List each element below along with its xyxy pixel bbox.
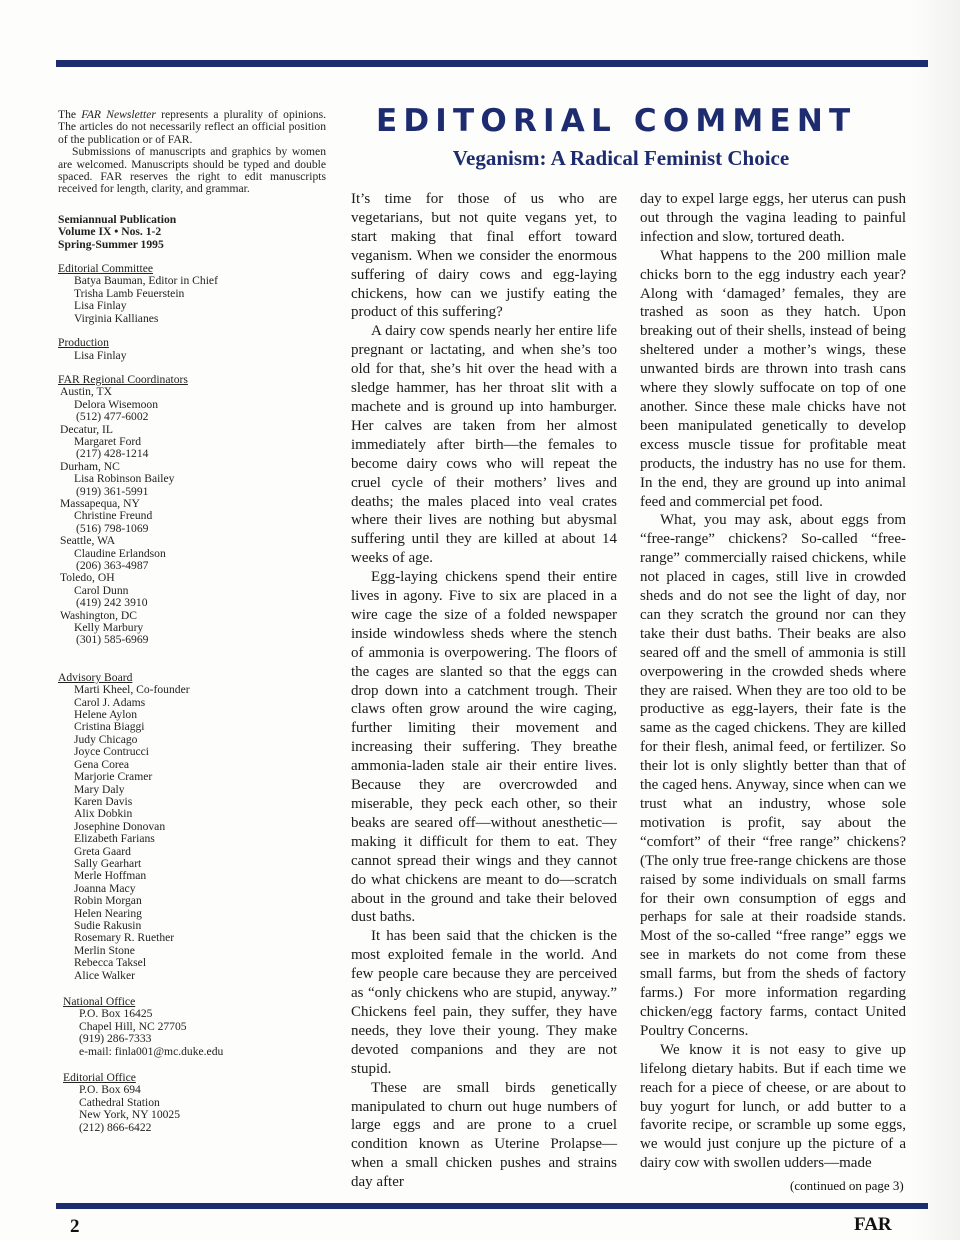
address-line: e-mail: finla001@mc.duke.edu <box>79 1044 224 1058</box>
member-list <box>58 350 326 362</box>
coordinator-city: Toledo, OH <box>60 571 115 585</box>
article-paragraph: Egg-laying chickens spend their entire lives in agony. Five to six are placed in a wire cage the size of a folded newspaper inside windowless sheds where the stench of ammonia is overpowering. The floors of the cages are slanted so that the eggs can drop down into a catchment trough. Their claws often grow around the wire caging, further limiting their movement and increasing their suffering. They breathe ammonia-laden stale air their entire lives. Because they are overcrowded and miserable, they peck each other, so their beaks are seared off—without anesthetic—making it difficult for them to eat. They cannot spread their wings and they cannot do what chickens are meant to do—scratch about in the ground and take their beloved dust baths. <box>351 569 617 926</box>
publication-season: Spring-Summer 1995 <box>58 237 164 251</box>
advisory-member: Josephine Donovan <box>74 819 166 833</box>
coordinator-list <box>58 386 326 647</box>
address-line: (212) 866-6422 <box>79 1120 152 1134</box>
advisory-member: Sudie Rakusin <box>74 918 142 932</box>
coordinator-name: Margaret Ford <box>74 434 142 448</box>
top-rule <box>56 60 928 67</box>
article-paragraph: It has been said that the chicken is the most exploited female in the world. And few people care because they are perceived as “only chickens who are stupid, anyway.” Chickens feel pain, they suffer, they have needs, they love their young. They make devoted companions and they are not stupid. <box>351 928 617 1077</box>
committee-member: Lisa Finlay <box>74 299 127 313</box>
publication-frequency: Semiannual Publication <box>58 212 177 226</box>
masthead-intro <box>58 109 326 196</box>
coordinator-phone: (516) 798-1069 <box>76 521 149 535</box>
advisory-member: Helen Nearing <box>74 906 142 920</box>
address-line: P.O. Box 16425 <box>79 1007 153 1021</box>
advisory-member: Karen Davis <box>74 794 133 808</box>
publication-info <box>58 214 326 251</box>
coordinator-name: Lisa Robinson Bailey <box>74 472 175 486</box>
coordinator-name: Delora Wisemoon <box>74 397 158 411</box>
committee-member: Virginia Kallianes <box>74 311 159 325</box>
intro-paragraph: Submissions of manuscripts and graphics by women are welcomed. Manuscripts should be typed and double spaced. FAR reserves the right to edit manuscripts received for length, clarity, and grammar. <box>58 145 326 196</box>
publication-name: FAR <box>854 1214 892 1235</box>
advisory-member: Mary Daly <box>74 782 125 796</box>
article-headline: Veganism: A Radical Feminist Choice <box>452 146 790 170</box>
national-office <box>58 996 326 1058</box>
advisory-member: Merlin Stone <box>74 943 135 957</box>
advisory-member: Sally Gearhart <box>74 856 142 870</box>
article-paragraph: It’s time for those of us who are vegetarians, but not quite vegans yet, to start making that final effort toward veganism. When we consider the enormous suffering of dairy cows and egg-laying chickens, how can we justify eating the product of this suffering? <box>351 191 617 321</box>
advisory-member: Greta Gaard <box>74 844 131 858</box>
coordinator-phone: (419) 242 3910 <box>76 596 148 610</box>
section-heading: Editorial Committee <box>58 262 153 276</box>
article-paragraph: We know it is not easy to give up lifelong dietary habits. But if each time we reach for a piece of cheese, or are about to buy yogurt for lunch, or add butter to a favorite recipe, or scramble up some eggs, we would just conjure up the picture of a dairy cow with swollen udders—made <box>640 1041 906 1172</box>
coordinator-name: Claudine Erlandson <box>74 546 166 560</box>
advisory-member: Alix Dobkin <box>74 807 133 821</box>
editorial-office <box>58 1072 326 1134</box>
advisory-member: Rosemary R. Ruether <box>74 931 175 945</box>
continued-note: (continued on page 3) <box>790 1178 904 1193</box>
coordinator-city: Austin, TX <box>60 385 112 399</box>
production <box>58 337 326 362</box>
editorial-committee <box>58 263 326 325</box>
address-line: New York, NY 10025 <box>79 1108 181 1122</box>
section-heading: Production <box>58 336 109 350</box>
address-line: (919) 286-7333 <box>79 1032 152 1046</box>
intro-paragraph: The FAR Newsletter represents a plurality of opinions. The articles do not necessarily reflect an official position of the publication or of FAR. <box>58 108 326 146</box>
article-column-2 <box>640 190 906 1173</box>
address-line: Cathedral Station <box>79 1095 160 1109</box>
coordinator-city: Seattle, WA <box>60 534 116 548</box>
advisory-member: Robin Morgan <box>74 894 142 908</box>
section-heading: National Office <box>63 995 136 1008</box>
section-heading: Advisory Board <box>58 670 133 684</box>
address-lines <box>63 1008 326 1058</box>
page-edge <box>912 0 960 1240</box>
coordinator-name: Kelly Marbury <box>74 621 144 635</box>
committee-member: Batya Bauman, Editor in Chief <box>74 274 218 288</box>
advisory-board <box>58 672 326 982</box>
address-line: P.O. Box 694 <box>79 1083 141 1097</box>
coordinator-phone: (217) 428-1214 <box>76 447 149 461</box>
article-paragraph: A dairy cow spends nearly her entire life pregnant or lactating, and when she’s too old for that, she’s hit over the head with a sledge hammer, has her throat slit with a machete and is ground up into hamburger. Her calves are taken from her almost immediately after birth—the females to become dairy cows who will repeat the cruel cycle of their mothers’ lives and deaths; the males placed into veal crates where their lives are nothing but abysmal suffering until they are killed at about 14 weeks of age. <box>351 323 617 567</box>
section-heading: Editorial Office <box>63 1071 136 1085</box>
coordinator-city: Decatur, IL <box>60 422 113 436</box>
advisory-member: Gena Corea <box>74 757 130 771</box>
article-paragraph: What happens to the 200 million male chicks born to the egg industry each year? Along with ‘damaged’ females, they are trashed as soon as they hatch. Upon breaking out of their shells, instead of being sheltered under a mother’s wings, these unwanted birds are thrown into trash cans where they slowly suffocate on top of one another. Since these male chicks have not been manipulated genetically to develop excess muscle tissue for profitable meat products, the industry has no use for them. In the end, they are ground up into animal feed and commercial pet food. <box>640 247 906 510</box>
address-lines <box>63 1084 326 1134</box>
coordinator-phone: (919) 361-5991 <box>76 484 149 498</box>
article-paragraph: What, you may ask, about eggs from “free-range” chickens? So-called “free-range” commercially raised chickens, while not placed in cages, still live in crowded sheds and do not see the light of day, nor can they scratch the ground nor can they take their dust baths. Their beaks are also seared off and the smell of ammonia is still overpowering in the crowded sheds where they are raised. When they are too old to be productive as egg-layers, their fate is the same as the caged chickens. They are killed for their flesh, animal feed, or fertilizer. So their lot is only slightly better than that of the caged hens. Anyway, since when can we trust what an industry, whose sole motivation is profit, say about the “comfort” of their “free range” chickens? (The only true free-range chickens are those raised by some individuals on small farms for their own consumption of eggs and perhaps for sale at their roadside stands. Most of the so-called “free range” eggs we see in markets do not come from these small farms, but from the sheds of factory farms.) For more information regarding chicken/egg factory farms, contact United Poultry Concerns. <box>640 512 906 1039</box>
advisory-member: Carol J. Adams <box>74 695 146 709</box>
article-paragraph: These are small birds genetically manipulated to churn out huge numbers of large eggs and are prone to a cruel condition known as Uterine Prolapse—when a small chicken pushes and strains day after <box>351 1079 617 1191</box>
advisory-member: Helene Aylon <box>74 708 138 722</box>
coordinator-city: Durham, NC <box>60 459 120 473</box>
coordinator-name: Christine Freund <box>74 509 153 523</box>
coordinator-phone: (301) 585-6969 <box>76 633 149 647</box>
advisory-member: Alice Walker <box>74 968 135 982</box>
advisory-member: Judy Chicago <box>74 732 138 746</box>
member-list <box>58 684 326 982</box>
masthead-sidebar <box>58 109 326 1134</box>
bottom-rule <box>56 1203 928 1209</box>
regional-coordinators <box>58 374 326 647</box>
section-heading: FAR Regional Coordinators <box>58 372 188 386</box>
section-title: EDITORIAL COMMENT <box>376 103 857 139</box>
advisory-member: Elizabeth Farians <box>74 832 155 846</box>
article-paragraph: day to expel large eggs, her uterus can push out through the vagina leading to painful infection and slow, tortured death. <box>640 191 906 245</box>
coordinator-phone: (206) 363-4987 <box>76 559 149 572</box>
publication-volume: Volume IX • Nos. 1-2 <box>58 225 162 239</box>
advisory-member: Cristina Biaggi <box>74 720 145 734</box>
coordinator-city: Massapequa, NY <box>60 496 140 510</box>
advisory-member: Joanna Macy <box>74 881 136 895</box>
member-list <box>58 275 326 325</box>
advisory-member: Joyce Contrucci <box>74 745 150 759</box>
address-line: Chapel Hill, NC 27705 <box>79 1019 187 1033</box>
advisory-member: Marjorie Cramer <box>74 770 153 784</box>
coordinator-city: Washington, DC <box>60 608 138 622</box>
advisory-member: Marti Kheel, Co-founder <box>74 683 190 697</box>
advisory-member: Merle Hoffman <box>74 869 147 883</box>
production-member: Lisa Finlay <box>74 348 127 362</box>
advisory-member: Rebecca Taksel <box>74 956 147 970</box>
page-number: 2 <box>70 1216 80 1237</box>
committee-member: Trisha Lamb Feuerstein <box>74 286 185 300</box>
coordinator-name: Carol Dunn <box>74 583 129 597</box>
article-column-1 <box>351 190 617 1192</box>
coordinator-phone: (512) 477-6002 <box>76 410 149 424</box>
